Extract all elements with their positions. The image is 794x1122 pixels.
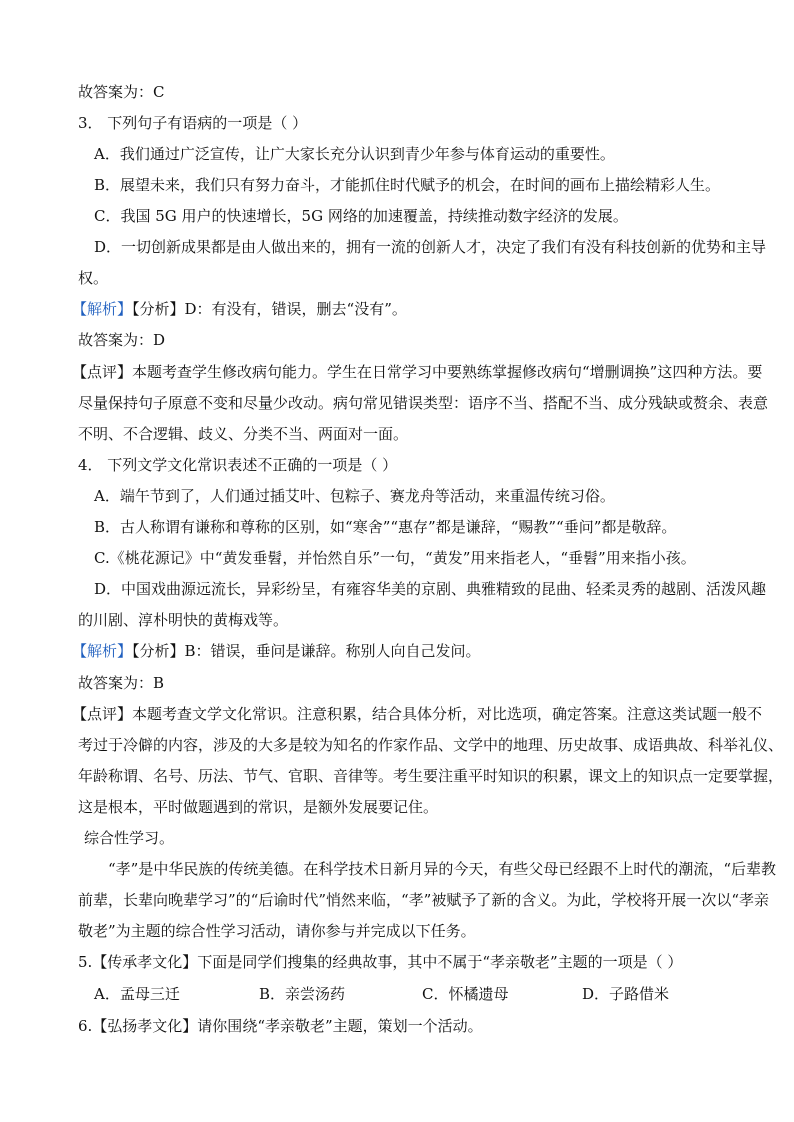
q4-comment-line1: 【点评】本题考查文学文化常识。注意积累，结合具体分析，对比选项，确定答案。注意这类试题一般不 <box>72 705 763 723</box>
q3-option-d-line2: 权。 <box>78 269 109 287</box>
intro-paragraph-line2: 前辈，长辈向晚辈学习”的“后谕时代”悄然来临，“孝”被赋予了新的含义。为此，学校将开展一次以“孝亲 <box>78 891 770 909</box>
q3-comment-line2: 尽量保持句子原意不变和尽量少改动。病句常见错误类型：语序不当、搭配不当、成分残缺或赘余、表意 <box>78 394 769 412</box>
intro-paragraph-line3: 敬老”为主题的综合性学习活动，请你参与并完成以下任务。 <box>78 922 476 940</box>
q4-option-b: B．古人称谓有谦称和尊称的区别，如“寒舍”“惠存”都是谦辞，“赐教”“垂问”都是敬辞。 <box>94 518 677 536</box>
q4-analysis <box>72 641 481 661</box>
analysis-tag: 【解析】 <box>72 642 133 660</box>
question-5: 5.【传承孝文化】下面是同学们搜集的经典故事，其中不属于“孝亲敬老”主题的一项是（ ） <box>78 953 683 971</box>
question-4: 4． 下列文学文化常识表述不正确的一项是（ ） <box>78 456 398 474</box>
analysis-text: 【分析】B：错误，垂问是谦辞。称别人向自己发问。 <box>132 642 481 660</box>
answer-q4: 故答案为：B <box>78 674 165 692</box>
q4-comment-line3: 年龄称谓、名号、历法、节气、官职、音律等。考生要注重平时知识的积累，课文上的知识点一定要掌握， <box>78 767 784 785</box>
q4-option-c: C.《桃花源记》中“黄发垂髫，并怡然自乐”一句，“黄发”用来指老人，“垂髫”用来指小孩。 <box>94 549 696 567</box>
section-title: 综合性学习。 <box>84 829 175 847</box>
q3-option-c: C．我国 5G 用户的快速增长，5G 网络的加速覆盖，持续推动数字经济的发展。 <box>94 207 628 225</box>
q3-analysis <box>72 299 407 319</box>
q4-option-d-line1: D．中国戏曲源远流长，异彩纷呈，有雍容华美的京剧、典雅精致的昆曲、轻柔灵秀的越剧、活泼风趣 <box>94 580 767 598</box>
analysis-text: 【分析】D：有没有，错误，删去“没有”。 <box>132 300 407 318</box>
q5-option-d: D．子路借米 <box>582 985 670 1003</box>
q3-option-d-line1: D．一切创新成果都是由人做出来的，拥有一流的创新人才，决定了我们有没有科技创新的优势和主导 <box>94 238 767 256</box>
q4-option-a: A．端午节到了，人们通过插艾叶、包粽子、赛龙舟等活动，来重温传统习俗。 <box>94 487 615 505</box>
q5-options <box>94 984 669 1004</box>
q3-comment-line3: 不明、不合逻辑、歧义、分类不当、两面对一面。 <box>78 425 409 443</box>
q4-comment-line2: 考过于冷僻的内容，涉及的大多是较为知名的作家作品、文学中的地理、历史故事、成语典故、科举礼仪、 <box>78 736 784 754</box>
q4-option-d-line2: 的川剧、淳朴明快的黄梅戏等。 <box>78 611 289 629</box>
intro-paragraph-line1: “孝”是中华民族的传统美德。在科学技术日新月异的今天，有些父母已经跟不上时代的潮流，“后辈教 <box>108 860 777 878</box>
question-3: 3． 下列句子有语病的一项是（ ） <box>78 114 308 132</box>
q5-option-c: C．怀橘遗母 <box>422 985 509 1003</box>
q3-option-a: A．我们通过广泛宣传，让广大家长充分认识到青少年参与体育运动的重要性。 <box>94 145 615 163</box>
question-6: 6.【弘扬孝文化】请你围绕“孝亲敬老”主题，策划一个活动。 <box>78 1017 483 1035</box>
q5-option-b: B．亲尝汤药 <box>259 985 346 1003</box>
q5-option-a: A．孟母三迁 <box>94 985 180 1003</box>
q3-option-b: B．展望未来，我们只有努力奋斗，才能抓住时代赋予的机会，在时间的画布上描绘精彩人生。 <box>94 176 721 194</box>
answer-q2: 故答案为：C <box>78 83 165 101</box>
answer-q3: 故答案为：D <box>78 331 166 349</box>
analysis-tag: 【解析】 <box>72 300 133 318</box>
q3-comment-line1: 【点评】本题考查学生修改病句能力。学生在日常学习中要熟练掌握修改病句“增删调换”这四种方法。要 <box>72 363 763 381</box>
q4-comment-line4: 这是根本，平时做题遇到的常识，是额外发展要记住。 <box>78 798 439 816</box>
